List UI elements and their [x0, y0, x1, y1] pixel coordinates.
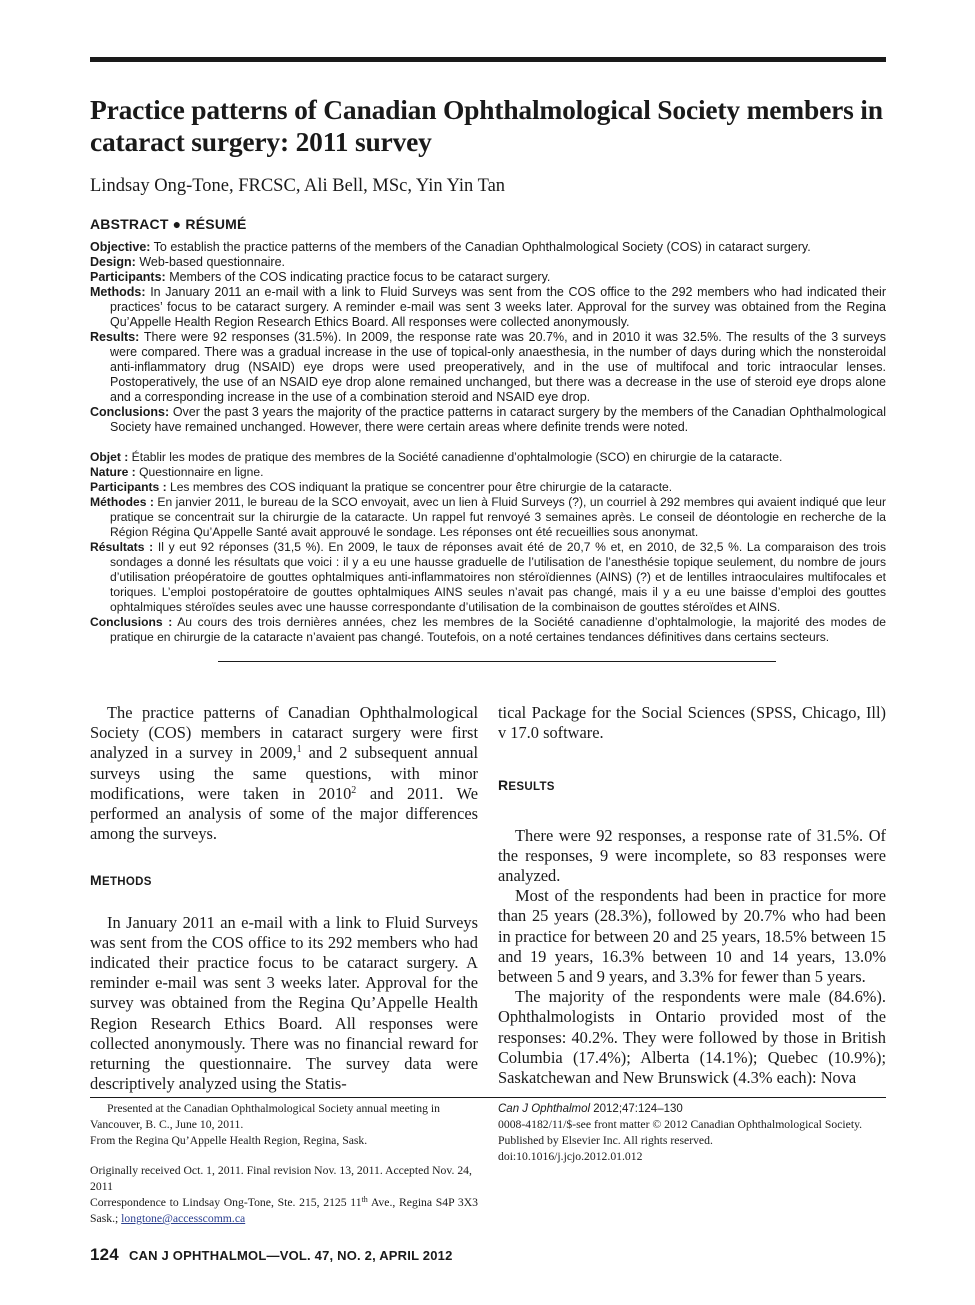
email-link[interactable]: longtone@accesscomm.ca: [121, 1212, 246, 1225]
results-heading: RESULTS: [498, 777, 555, 794]
footnote-received: Originally received Oct. 1, 2011. Final revision Nov. 13, 2011. Accepted Nov. 24, 2011: [90, 1164, 472, 1193]
abstract-heading: ABSTRACT ● RÉSUMÉ: [90, 216, 247, 232]
right-column: [498, 703, 886, 1088]
footnote-presented: Presented at the Canadian Ophthalmological Society annual meeting in Vancouver, B. C., June 10, 2011.: [90, 1102, 441, 1131]
abstract-participants: Participants: Members of the COS indicating practice focus to be cataract surgery.: [90, 270, 551, 284]
results-paragraph-1: There were 92 responses, a response rate of 31.5%. Of the responses, 9 were incomplete, so 83 responses were analyzed.: [498, 825, 886, 886]
methods-heading: METHODS: [90, 872, 152, 889]
copyright-notice: 0008-4182/11/$-see front matter © 2012 Canadian Ophthalmological Society. Published by Elsevier Inc. All rights reserved.: [498, 1118, 863, 1147]
resume-participants: Participants : Les membres des COS indiquant la pratique se concentrer pour être chirurgie de la cataracte.: [90, 480, 673, 494]
page-footer: [90, 1245, 453, 1265]
resume-nature: Nature : Questionnaire en ligne.: [90, 465, 264, 479]
footnotes-right: [498, 1101, 886, 1165]
running-footer: CAN J OPHTHALMOL—VOL. 47, NO. 2, APRIL 2012: [128, 1248, 453, 1263]
resume-methodes: Méthodes : En janvier 2011, le bureau de la SCO envoyait, avec un lien à Fluid Surveys (?), un courriel à 292 membres qui avaient indiqué que leur pratique se concentrait sur la chirurgie de la cataracte. Un rappel fut renvoyé 3 semaines après. Le conseil de déontologie en recherche de la Région Régina Qu’Appelle Santé avait approuvé le sondage. Les réponses ont été recueillies sous anonymat.: [90, 495, 886, 539]
abstract-methods: Methods: In January 2011 an e-mail with a link to Fluid Surveys was sent from the COS office to the 292 members who had indicated their practices’ focus to be cataract surgery. A reminder e-mail was sent 3 weeks later. Approval for the survey was obtained from the Regina Qu’Appelle Health Region Research Ethics Board. All responses were collected anonymously.: [90, 285, 886, 329]
article-authors: Lindsay Ong-Tone, FRCSC, Ali Bell, MSc, Yin Yin Tan: [90, 176, 506, 196]
reference-1[interactable]: 1: [296, 744, 302, 756]
footnote-correspondence: Correspondence to Lindsay Ong-Tone, Ste. 215, 2125 11th Ave., Regina S4P 3X3 Sask.; longtone@accesscomm.ca: [90, 1195, 479, 1225]
results-paragraph-2: Most of the respondents had been in practice for more than 25 years (28.3%), followed by 20.7% who had been in practice for between 20 and 25 years, 18.5% between 15 and 19 years, 16.3% between 10 and 14 years, 13.0% between 5 and 9 years, and 3.3% for fewer than 5 years.: [498, 886, 886, 987]
page-number: 124: [90, 1245, 119, 1264]
abstract-conclusions: Conclusions: Over the past 3 years the majority of the practice patterns in cataract surgery by the members of the Canadian Ophthalmological Society have remained unchanged. However, there were certain areas where definite trends were noted.: [90, 405, 886, 434]
abstract-results: Results: There were 92 responses (31.5%). In 2009, the response rate was 20.7%, and in 2010 it was 32.5%. The results of the 3 surveys were compared. There was a gradual increase in the use of topical-only anaesthesia, in the number of days during which the nonsteroidal anti-inflammatory drug (NSAID) eye drops were used preoperatively, and in the use of multifocal and toric intraocular lenses. Postoperatively, the use of an NSAID eye drop alone remained unchanged, but there was a decrease in the use of steroid eye drops alone and a corresponding increase in the use of a combination steroid and NSAID eye drop.: [90, 330, 886, 404]
top-rule: [90, 57, 886, 62]
journal-citation: Can J Ophthalmol 2012;47:124–130: [498, 1103, 683, 1115]
results-paragraph-3: The majority of the respondents were male (84.6%). Ophthalmologists in Ontario provided most of the responses: 40.2%. They were followed by those in British Columbia (17.4%); Alberta (14.1%); Quebec (10.9%); Saskatchewan and New Brunswick (4.3% each): Nova: [498, 987, 886, 1088]
methods-paragraph-continued: tical Package for the Social Sciences (SPSS, Chicago, Ill) v 17.0 software.: [498, 703, 886, 743]
footnotes-left: [90, 1101, 478, 1227]
abstract-design: Design: Web-based questionnaire.: [90, 255, 286, 269]
abstract-english: [90, 240, 886, 435]
reference-2[interactable]: 2: [351, 784, 357, 796]
intro-paragraph: The practice patterns of Canadian Ophthalmological Society (COS) members in cataract surgery were first analyzed in a survey in 2009,$^1$ and 2 subsequent annual surveys using the same questions, with minor modifications, were taken in 2010$^2$ and 2011. We performed an analysis of some of the major differences among the surveys.: [90, 703, 479, 844]
article-title: Practice patterns of Canadian Ophthalmological Society members in cataract surgery: 2011 survey: [90, 94, 883, 157]
footnote-affiliation: From the Regina Qu’Appelle Health Region, Regina, Sask.: [90, 1134, 368, 1147]
abstract-french: [90, 450, 886, 645]
methods-paragraph: In January 2011 an e-mail with a link to Fluid Surveys was sent from the COS office to its 292 members who had indicated their practice focus to be cataract surgery. A reminder e-mail was sent 3 weeks later. Approval for the survey was obtained from the Regina Qu’Appelle Health Region Research Ethics Board. All responses were collected anonymously. There was no financial reward for returning the questionnaire. The survey data were descriptively analyzed using the Statis-: [90, 912, 478, 1094]
resume-objet: Objet : Établir les modes de pratique des membres de la Société canadienne d’ophtalmologie (SCO) en chirurgie de la cataracte.: [90, 450, 783, 464]
abstract-objective: Objective: To establish the practice patterns of the members of the Canadian Ophthalmological Society (COS) in cataract surgery.: [90, 240, 811, 254]
left-column: [90, 703, 478, 1094]
resume-conclusions: Conclusions : Au cours des trois dernières années, chez les membres de la Société canadienne d’ophtalmologie, la majorité des modes de pratique en chirurgie de la cataracte n’avaient pas changé. Toutefois, on a noté certaines tendances définitives dans certains secteurs.: [90, 615, 886, 644]
resume-resultats: Résultats : Il y eut 92 réponses (31,5 %). En 2009, le taux de réponses avait été de 20,7 % et, en 2010, de 32,5 %. La comparaison des trois sondages a donné les résultats que voici : il y a eu une hausse graduelle de l’utilisation de l’anesthésie topique seulement, du nombre de jours d’utilisation préopératoire de gouttes ophtalmiques anti-inflammatoires non stéroïdiennes (AINS) (?) et de lentilles intraoculaires multifocales et toriques. L’emploi postopératoire de gouttes ophtalmiques AINS seules n’avait pas changé, mais il y a eu une baisse d’emploi des gouttes ophtalmiques stéroïdes seules avec une hausse correspondante d’utilisation de la combinaison de gouttes stéroïdes et AINS.: [90, 540, 887, 614]
abstract-divider: [218, 661, 776, 662]
doi: doi:10.1016/j.jcjo.2012.01.012: [498, 1150, 643, 1163]
footnote-rule: [90, 1097, 886, 1098]
